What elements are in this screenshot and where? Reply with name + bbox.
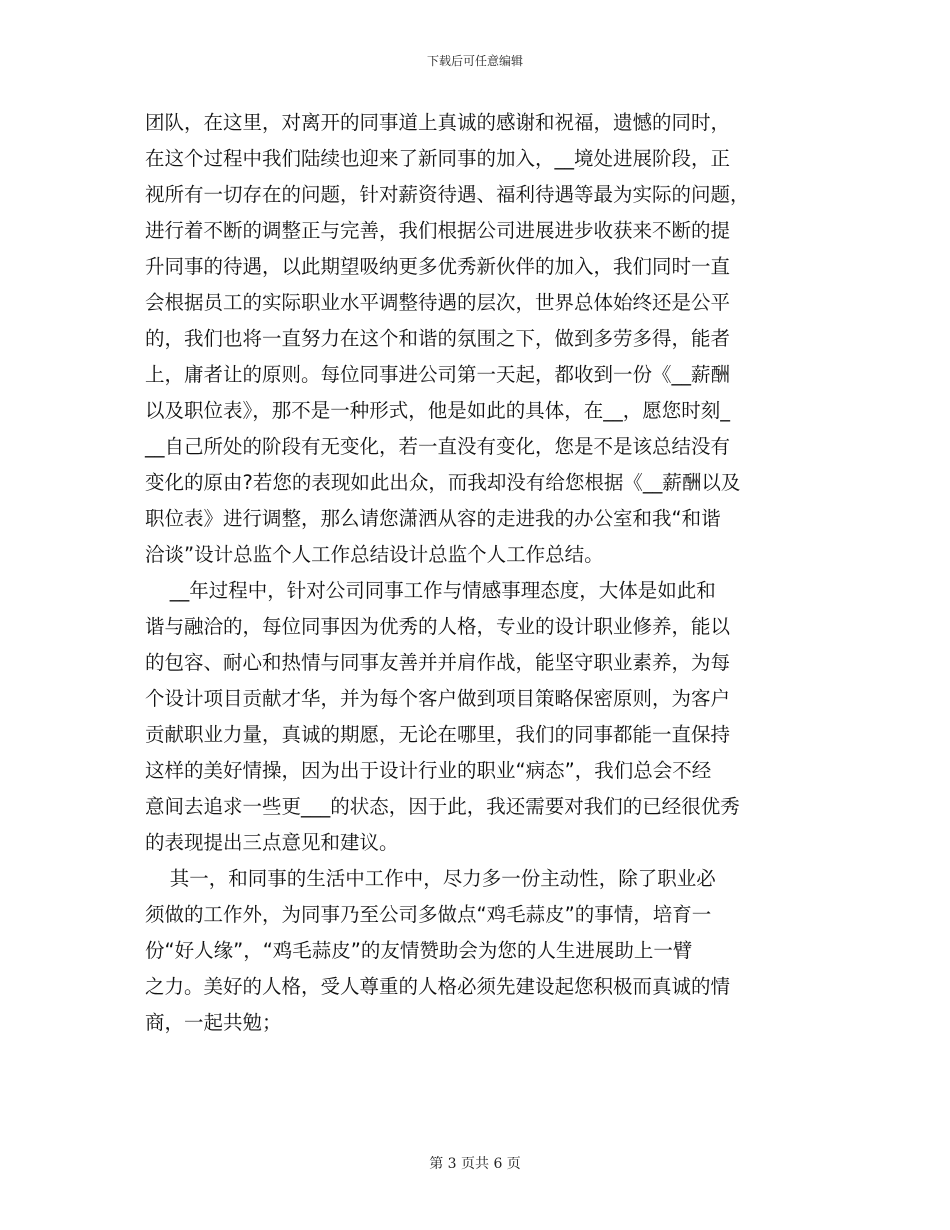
body-line: 个设计项目贡献才华，并为每个客户做到项目策略保密原则，为客户 (145, 687, 731, 710)
body-line: 之力。美好的人格，受人尊重的人格必须先建设起您积极而真诚的情 (145, 975, 731, 998)
body-line: 意间去追求一些更___的状态，因于此，我还需要对我们的已经很优秀 (145, 795, 740, 818)
body-line: __自己所处的阶段有无变化，若一直没有变化，您是不是该总结没有 (145, 435, 731, 458)
body-line: 的包容、耐心和热情与同事友善并并肩作战，能坚守职业素养，为每 (145, 651, 731, 674)
body-line: 职位表》进行调整，那么请您潇洒从容的走进我的办公室和我“和谐 (145, 507, 721, 530)
body-line: 的表现提出三点意见和建议。 (145, 831, 399, 854)
body-line: 以及职位表》，那不是一种形式，他是如此的具体，在__，愿您时刻_ (145, 399, 731, 422)
body-line: 贡献职业力量，真诚的期愿，无论在哪里，我们的同事都能一直保持 (145, 723, 731, 746)
body-line: 在这个过程中我们陆续也迎来了新同事的加入，__境处进展阶段，正 (145, 147, 731, 170)
body-line: 商，一起共勉； (145, 1011, 282, 1034)
body-line: 上，庸者让的原则。每位同事进公司第一天起，都收到一份《__薪酬 (145, 363, 731, 386)
body-line: 会根据员工的实际职业水平调整待遇的层次，世界总体始终还是公平 (145, 291, 731, 314)
document-body (145, 105, 805, 1041)
body-line: 变化的原由?若您的表现如此出众，而我却没有给您根据《__薪酬以及 (145, 471, 741, 494)
page-number: 第 3 页共 6 页 (429, 1156, 521, 1172)
page-header-note: 下载后可任意编辑 (426, 54, 523, 68)
body-line: 进行着不断的调整正与完善，我们根据公司进展进步收获来不断的提 (145, 219, 731, 242)
body-line: 须做的工作外，为同事乃至公司多做点“鸡毛蒜皮”的事情，培育一 (145, 903, 712, 926)
body-line: 份“好人缘”，“鸡毛蒜皮”的友情赞助会为您的人生进展助上一臂 (145, 939, 693, 962)
body-line: 洽谈”设计总监个人工作总结设计总监个人工作总结。 (145, 543, 604, 566)
body-line: 这样的美好情操，因为出于设计行业的职业“病态”，我们总会不经 (145, 759, 712, 782)
body-line: 团队，在这里，对离开的同事道上真诚的感谢和祝福，遗憾的同时， (145, 111, 731, 134)
body-line: 的，我们也将一直努力在这个和谐的氛围之下，做到多劳多得，能者 (145, 327, 731, 350)
body-line: 视所有一切存在的问题，针对薪资待遇、福利待遇等最为实际的问题， (145, 183, 750, 206)
body-line: __年过程中，针对公司同事工作与情感事理态度，大体是如此和 (145, 579, 716, 602)
body-line: 其一，和同事的生活中工作中，尽力多一份主动性，除了职业必 (145, 867, 716, 890)
body-line: 升同事的待遇，以此期望吸纳更多优秀新伙伴的加入，我们同时一直 (145, 255, 731, 278)
body-line: 谐与融洽的，每位同事因为优秀的人格，专业的设计职业修养，能以 (145, 615, 731, 638)
